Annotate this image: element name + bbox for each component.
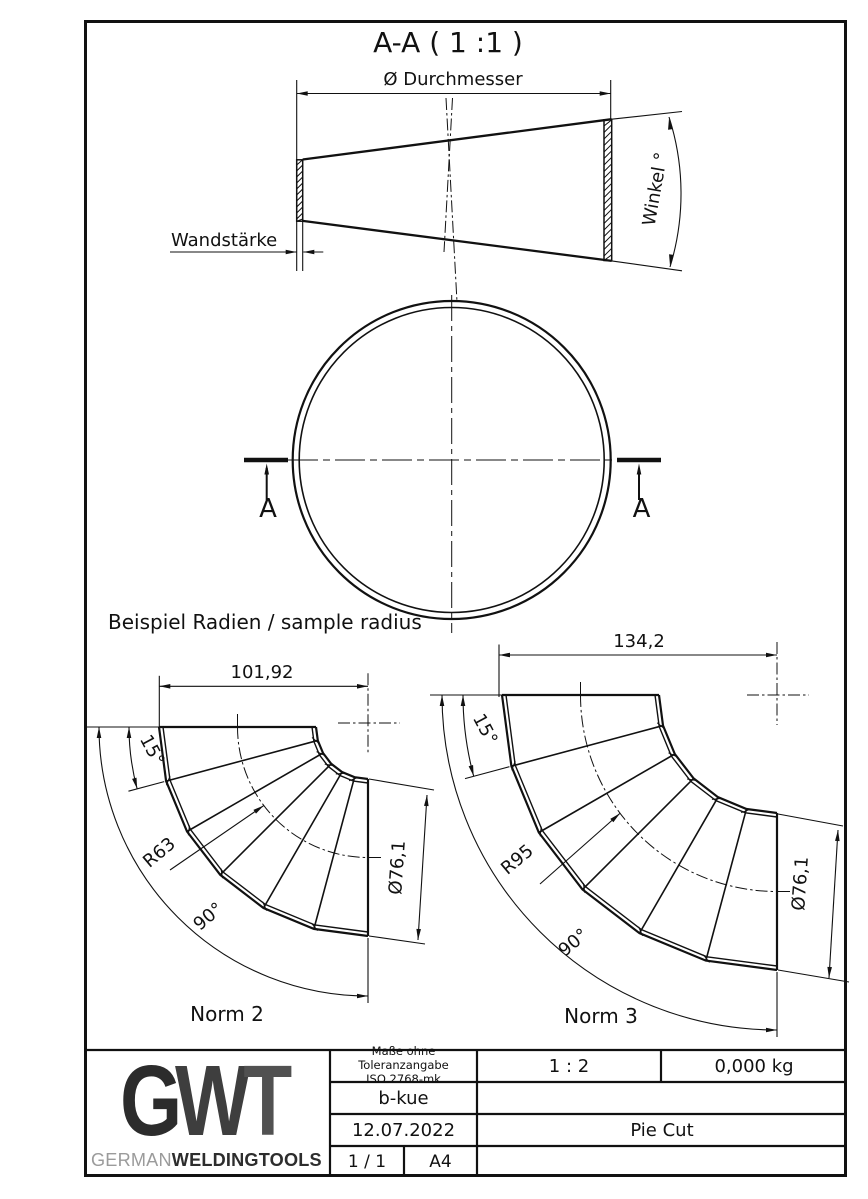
- sheet-number-cell: 1 / 1: [347, 1151, 387, 1172]
- section-title: A-A ( 1 :1 ): [373, 26, 523, 59]
- tolerance-note-cell: [331, 1044, 476, 1086]
- logo-letter-w: W: [175, 1045, 244, 1157]
- norm2-total-angle: 90°: [189, 898, 228, 936]
- norm2-pipe-diameter: Ø76,1: [385, 839, 410, 896]
- logo-letter-t: T: [243, 1045, 286, 1157]
- drawing-title-cell: Pie Cut: [630, 1119, 694, 1141]
- angle-label: Winkel °: [638, 150, 673, 228]
- weight-cell: 0,000 kg: [714, 1055, 794, 1077]
- norm2-segment-angle: 15°: [135, 731, 169, 770]
- circular-view: [244, 295, 661, 633]
- norm3-elbow-drawing: [430, 642, 849, 1037]
- norm3-width-dim: 134,2: [613, 631, 665, 652]
- norm2-bend-radius: R63: [139, 833, 180, 873]
- logo-letter-g: G: [120, 1045, 176, 1157]
- norm2-caption: Norm 2: [190, 1002, 264, 1026]
- section-marker-a-left: A: [259, 494, 277, 524]
- cone-outline: [297, 112, 682, 271]
- norm2-elbow-drawing: [85, 673, 434, 1003]
- samples-heading: Beispiel Radien / sample radius: [108, 610, 422, 634]
- author-cell: b-kue: [378, 1087, 429, 1109]
- section-arrow-shafts: [267, 468, 639, 500]
- gwt-logo-letters: [120, 1036, 285, 1166]
- norm3-segment-angle: 15°: [468, 710, 502, 749]
- date-cell: 12.07.2022: [351, 1119, 456, 1141]
- cone-axis-centerlines: [444, 98, 457, 302]
- paper-format-cell: A4: [429, 1151, 452, 1172]
- brand-german: GERMAN: [91, 1149, 172, 1170]
- tolerance-note-line1: Maße ohne Toleranzangabe: [358, 1044, 449, 1073]
- section-marker-a-right: A: [632, 494, 651, 524]
- section-view-aa: [170, 26, 682, 302]
- brand-weldingtools: WELDINGTOOLS: [171, 1149, 322, 1170]
- diameter-dimension-label: Ø Durchmesser: [383, 69, 523, 90]
- brand-wordmark: [91, 1149, 322, 1171]
- scale-cell: 1 : 2: [548, 1055, 590, 1077]
- norm3-bend-radius: R95: [497, 840, 538, 880]
- norm2-width-dim: 101,92: [230, 662, 294, 683]
- angle-dimension-arc: [669, 117, 681, 267]
- norm3-caption: Norm 3: [564, 1004, 638, 1028]
- norm3-total-angle: 90°: [554, 924, 593, 962]
- wall-thickness-label: Wandstärke: [171, 230, 278, 251]
- tolerance-note-line2: ISO 2768-mk: [366, 1071, 441, 1086]
- norm3-pipe-diameter: Ø76,1: [788, 855, 813, 912]
- company-logo: [84, 1045, 330, 1177]
